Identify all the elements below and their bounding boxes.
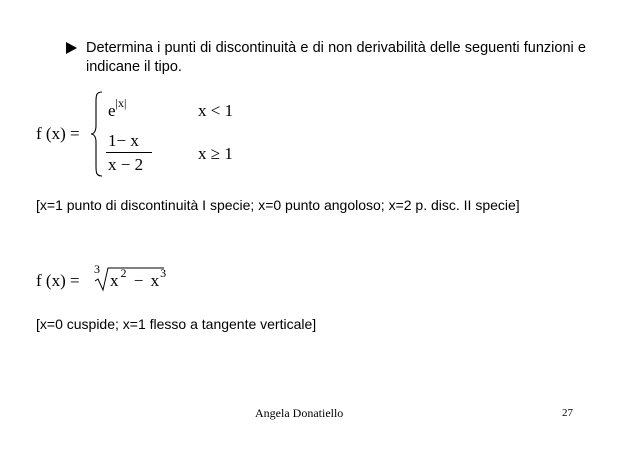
radicand-exp1: 2 [120, 266, 127, 280]
instruction-text: Determina i punti di discontinuità e di non derivabilità delle seguenti funzioni e indicane il tipo. [86, 40, 586, 75]
radicand-operator: − [133, 271, 144, 290]
case1-base: e [108, 101, 116, 120]
case2-denominator: x − 2 [108, 155, 144, 174]
case2-condition: x ≥ 1 [198, 144, 233, 163]
root-index: 3 [94, 262, 100, 276]
case2-numerator: 1− x [108, 131, 139, 150]
case1-expression [108, 96, 127, 120]
function2-answer: [x=0 cuspide; x=1 flesso a tangente verticale] [36, 316, 317, 332]
page-number: 27 [562, 407, 573, 419]
radicand [110, 266, 167, 290]
function2-lhs: f (x) = [36, 271, 80, 290]
piecewise-brace [90, 90, 104, 178]
exercise-instruction [66, 39, 586, 77]
case1-condition: x < 1 [198, 101, 234, 120]
arrow-bullet-icon [66, 42, 77, 54]
footer-author: Angela Donatiello [255, 406, 344, 420]
radicand-term2: x [150, 271, 160, 290]
function1-answer: [x=1 punto di discontinuità I specie; x=0 punto angoloso; x=2 p. disc. II specie] [36, 197, 520, 213]
case2-fraction-bar [106, 152, 152, 153]
case1-exponent: |x| [115, 96, 127, 110]
radicand-exp2: 3 [160, 266, 167, 280]
function1-lhs: f (x) = [36, 124, 80, 143]
radicand-term1: x [110, 271, 119, 290]
